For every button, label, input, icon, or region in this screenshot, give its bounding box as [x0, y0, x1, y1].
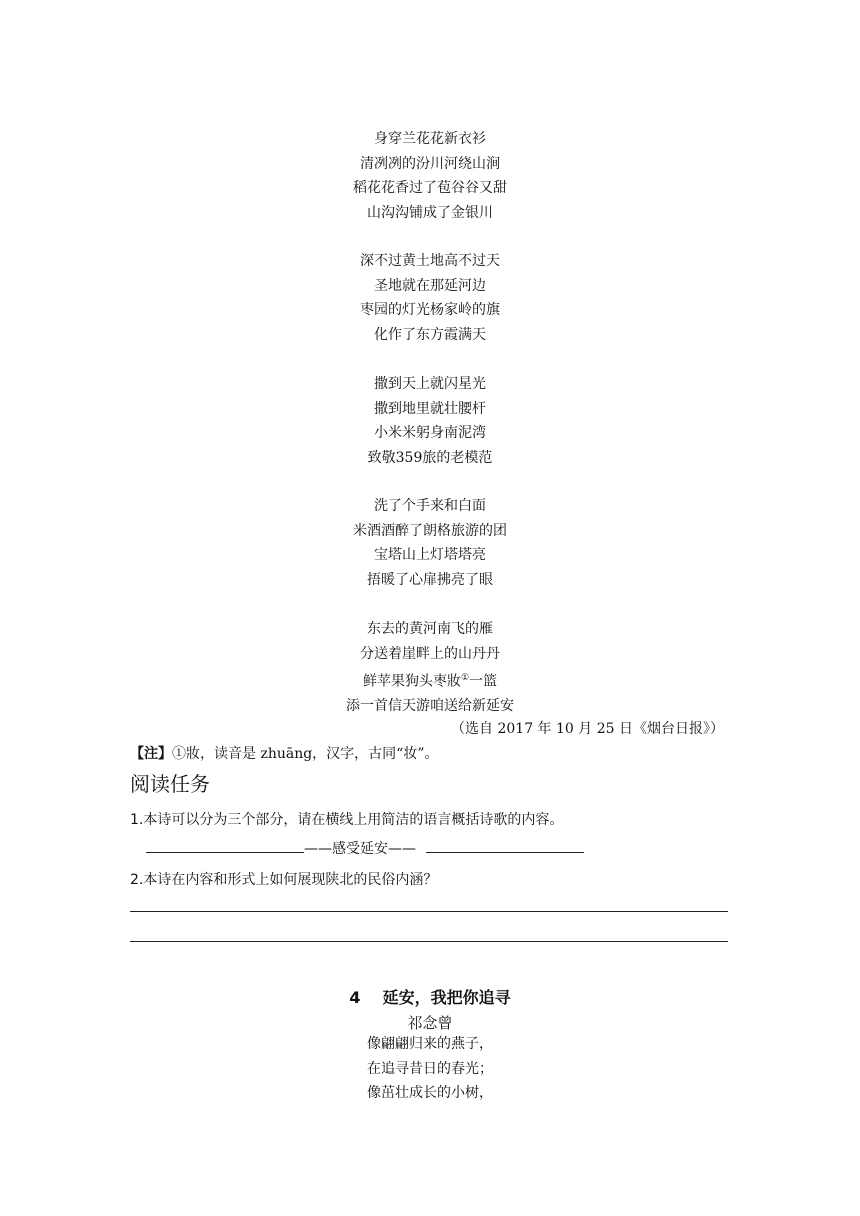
footnote-marker: ① — [460, 673, 470, 683]
poem-line-with-footnote — [0, 666, 860, 694]
answer-blank-1b[interactable] — [426, 852, 584, 853]
poem-line: 深不过黄土地高不过天 — [360, 253, 500, 269]
poem-line: 像翩翩归来的燕子， — [367, 1036, 493, 1052]
poem-line: 洗了个手来和白面 — [374, 498, 486, 514]
q1-middle-text: ——感受延安—— — [304, 841, 416, 857]
poem-line: 圣地就在那延河边 — [374, 277, 486, 294]
poem-4-lines — [0, 1032, 860, 1106]
poem-line: 撒到天上就闪星光 — [374, 376, 486, 392]
reading-task-title: 阅读任务 — [130, 772, 210, 796]
answer-line-2a[interactable] — [130, 911, 728, 912]
poem-line: 像茁壮成长的小树， — [367, 1085, 493, 1101]
poem-stanza-2 — [0, 249, 860, 347]
zhuang-char: 妝 — [446, 673, 461, 690]
poem-line: 小米米躬身南泥湾 — [374, 425, 486, 441]
poem-line: 身穿兰花花新衣衫 — [374, 131, 486, 147]
poem-line: 在追寻昔日的春光； — [367, 1060, 493, 1077]
poem-line: 撒到地里就壮腰杆 — [374, 400, 486, 417]
poem-author: 祁念曾 — [407, 1014, 453, 1032]
poem-line: 米酒酒醉了朗格旅游的团 — [353, 522, 507, 539]
poem-stanza-1 — [0, 127, 860, 225]
poem-title: 延安，我把你追寻 — [382, 988, 511, 1007]
answer-line-2b[interactable] — [130, 941, 728, 942]
poem-line: 捂暖了心扉拂亮了眼 — [367, 571, 493, 588]
source-citation: （选自 2017 年 10 月 25 日《烟台日报》） — [451, 721, 724, 737]
poem-line: 清冽冽的汾川河绕山涧 — [360, 155, 500, 172]
poem-line: 稻花花香过了苞谷谷又甜 — [353, 180, 507, 196]
note-label: 【注】 — [130, 746, 172, 762]
poem-line: 山沟沟铺成了金银川 — [367, 204, 493, 221]
poem-line: 宝塔山上灯塔塔亮 — [374, 547, 486, 563]
poem-line: 添一首信天游咱送给新延安 — [346, 698, 514, 715]
poem-stanza-5 — [0, 617, 860, 719]
poem-stanza-3 — [0, 372, 860, 470]
question-1: 1.本诗可以分为三个部分，请在横线上用简洁的语言概括诗歌的内容。 — [130, 812, 564, 828]
poem-line: 化作了东方霞满天 — [374, 326, 486, 343]
poem-line: 致敬359旅的老模范 — [367, 449, 493, 466]
poem-number: 4 — [349, 988, 361, 1007]
poem-line-text: 鲜苹果狗头枣 — [362, 673, 447, 690]
answer-blank-1a[interactable] — [146, 852, 304, 853]
footnote — [130, 743, 439, 763]
question-2: 2.本诗在内容和形式上如何展现陕北的民俗内涵？ — [130, 872, 438, 888]
poem-line-tail: 一篮 — [469, 673, 498, 690]
poem-line: 分送着崖畔上的山丹丹 — [360, 645, 500, 662]
poem-line: 东去的黄河南飞的雁 — [367, 621, 493, 637]
poem-4-heading — [0, 985, 860, 1008]
poem-stanza-4 — [0, 494, 860, 592]
note-text: ①妝，读音是 zhuāng，汉字，古同“妆”。 — [172, 746, 439, 762]
poem-line: 枣园的灯光杨家岭的旗 — [360, 302, 500, 318]
